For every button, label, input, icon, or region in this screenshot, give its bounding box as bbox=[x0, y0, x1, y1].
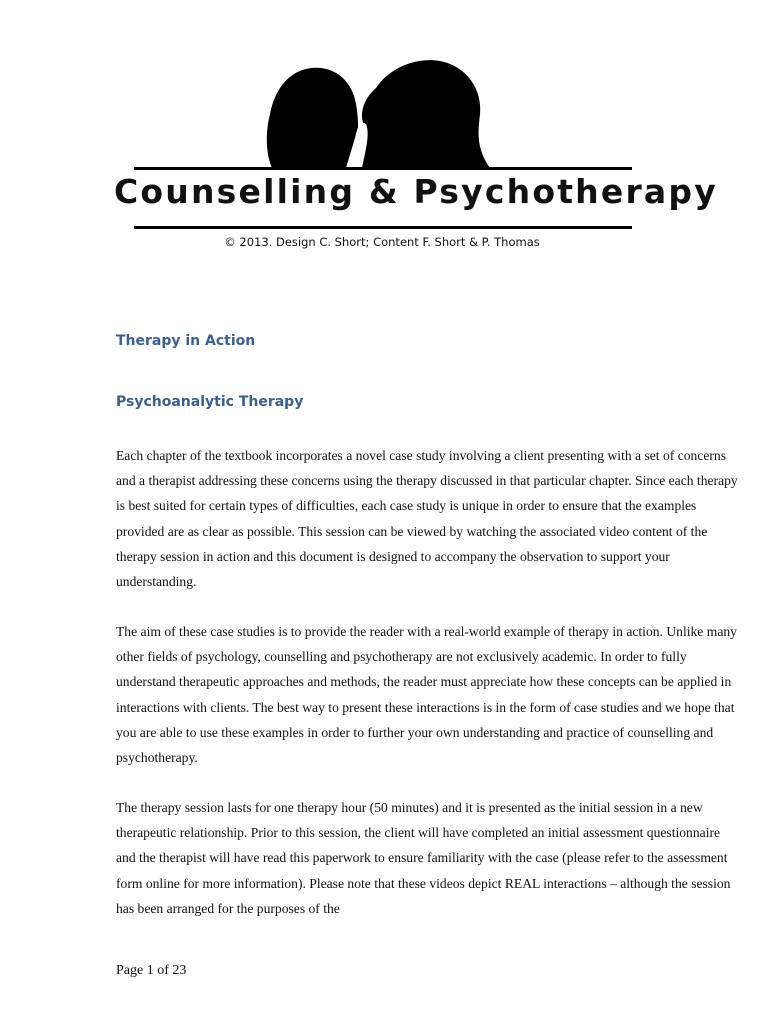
logo-title: Counselling & Psychotherapy bbox=[114, 172, 718, 211]
silhouette-logo-icon bbox=[114, 44, 718, 260]
page-number: Page 1 of 23 bbox=[116, 963, 187, 978]
section-heading: Therapy in Action bbox=[116, 333, 256, 349]
subsection-heading: Psychoanalytic Therapy bbox=[116, 394, 304, 410]
paragraph-2: The aim of these case studies is to provide the reader with a real-world example of therapy in action. Unlike many other fields of psychology, counselling and psychotherapy are not exclusively academic. In order to fully understand therapeutic approaches and methods, the reader must appreciate how these concepts can be applied in interactions with clients. The best way to present these interactions is in the form of case studies and we hope that you are able to use these examples in order to further your own understanding and practice of counselling and psychotherapy. bbox=[116, 624, 737, 766]
paragraph-1: Each chapter of the textbook incorporates a novel case study involving a client presenting with a set of concerns and a therapist addressing these concerns using the therapy discussed in that particular chapter. Since each therapy is best suited for certain types of difficulties, each case study is unique in order to ensure that the examples provided are as clear as possible. This session can be viewed by watching the associated video content of the therapy session in action and this document is designed to accompany the observation to support your understanding. bbox=[116, 448, 738, 590]
logo bbox=[114, 44, 718, 260]
logo-credit: © 2013. Design C. Short; Content F. Short & P. Thomas bbox=[224, 235, 540, 249]
paragraph-3: The therapy session lasts for one therapy hour (50 minutes) and it is presented as the initial session in a new therapeutic relationship. Prior to this session, the client will have completed an initial assessment questionnaire and the therapist will have read this paperwork to ensure familiarity with the case (please refer to the assessment form online for more information). Please note that these videos depict REAL interactions – although the session has been arranged for the purposes of the bbox=[116, 800, 731, 916]
